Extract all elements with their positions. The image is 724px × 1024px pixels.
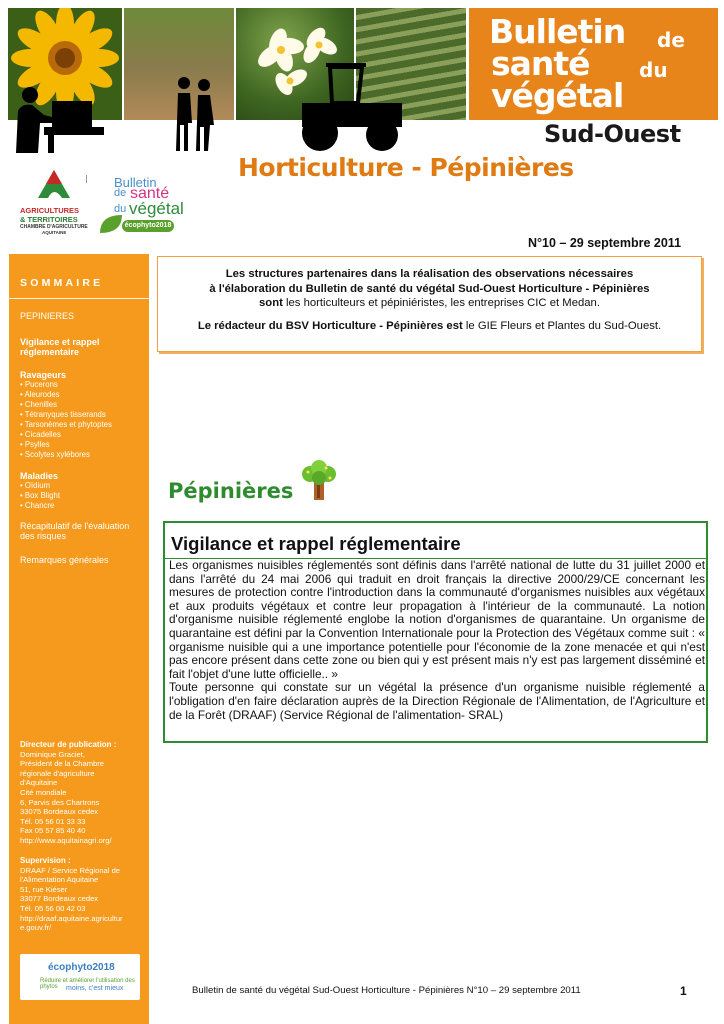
director-line: 33075 Bordeaux cedex [20, 807, 99, 817]
sidebar-item-box-blight[interactable]: • Box Blight [20, 491, 61, 500]
sidebar-item-oidium[interactable]: • Oïdium [20, 481, 51, 490]
sidebar-divider [9, 298, 149, 299]
agri-logo-line-3: CHAMBRE D'AGRICULTURE [20, 224, 88, 230]
supervision-website-link[interactable]: http://draaf.aquitaine.agricultur [20, 913, 123, 923]
agri-logo-line-1: AGRICULTURES [20, 206, 80, 215]
sidebar-section-maladies [20, 471, 146, 511]
vigilance-box [163, 521, 708, 743]
agriculture-logo [20, 168, 88, 238]
partners-line-3: les horticulteurs et pépiniéristes, les entreprises CIC et Medan [282, 297, 597, 309]
vigilance-title: Vigilance et rappel réglementaire [171, 533, 461, 554]
brand-line-2: santé [491, 44, 590, 83]
sidebar-item-label: réglementaire [20, 347, 80, 357]
ecophyto-badge: écophyto2018 [122, 220, 174, 232]
bsv-logo-line-1: Bulletin [114, 175, 157, 190]
brand-line-1-small: de [657, 28, 685, 52]
director-line: Tél. 05 56 01 33 33 [20, 816, 86, 826]
vigilance-paragraph-2: Toute personne qui constate sur un végétal la présence d'un organisme nuisible réglementé a l'obligation d'en faire déclaration auprès de la Direction Régionale de l'Alimentation, de l'Agriculture et de la Forêt (DRAAF) (Service Régional de l'alimentation- SRAL) [169, 680, 705, 722]
bsv-logo [98, 175, 184, 240]
supervision-line: Tél. 05 56 00 42 03 [20, 903, 86, 913]
header-banner [8, 8, 718, 148]
editor-label: Le rédacteur du BSV Horticulture - Pépinières est [197, 319, 463, 332]
supervision-line: l'Alimentation Aquitaine [20, 875, 99, 885]
brand-box [469, 8, 718, 120]
supervision-line: 33077 Bordeaux cedex [20, 894, 99, 904]
sidebar-item-label: PEPINIERES [20, 311, 75, 321]
director-line: Président de la Chambre [20, 759, 104, 769]
silhouettes-icon [8, 63, 468, 153]
pepinieres-heading: Pépinières [168, 479, 294, 503]
sidebar-item-pucerons[interactable]: • Pucerons [20, 380, 58, 389]
partners-line-3-end: . [596, 297, 600, 309]
sidebar-item-chenilles[interactable]: • Chenilles [20, 400, 57, 409]
sidebar-item-recap[interactable] [20, 521, 146, 541]
partners-line-3-bold: sont [259, 297, 283, 309]
director-info [20, 740, 146, 846]
tree-icon [300, 460, 338, 502]
logo-divider [86, 175, 87, 183]
director-line: 6, Parvis des Chartrons [20, 797, 100, 807]
bsv-logo-line-2b: santé [130, 185, 170, 202]
sidebar-item-cicadelles[interactable]: • Cicadelles [20, 430, 61, 439]
ecophyto-card-title: écophyto2018 [48, 962, 115, 973]
sidebar-section-heading[interactable]: Maladies [20, 471, 59, 481]
sidebar-item-remarques[interactable] [20, 555, 146, 565]
sidebar-item-label: Remarques générales [20, 555, 109, 565]
region-title: Sud-Ouest [544, 120, 681, 148]
supervision-info [20, 856, 146, 933]
sidebar-item-vigilance[interactable] [20, 337, 146, 357]
sidebar-section-heading[interactable]: Ravageurs [20, 370, 67, 380]
supervision-line: DRAAF / Service Régional de [20, 865, 121, 875]
issue-date: – 29 septembre 2011 [555, 236, 682, 250]
sidebar-item-tarsonemes[interactable]: • Tarsonèmes et phytoptes [20, 420, 112, 429]
sidebar-item-chancre[interactable]: • Chancre [20, 501, 55, 510]
agri-logo-line-2: & TERRITOIRES [20, 215, 78, 224]
supervision-line: 51, rue Kiéser [20, 884, 68, 894]
sidebar-item-label: des risques [20, 531, 67, 541]
bsv-logo-line-3a: du [114, 203, 127, 215]
sidebar-item-psylles[interactable]: • Psylles [20, 440, 50, 449]
editor-name: le GIE Fleurs et Plantes du Sud-Ouest. [462, 319, 662, 332]
sidebar-item-scolytes[interactable]: • Scolytes xylébores [20, 450, 90, 459]
bsv-logo-line-3b: végétal [129, 199, 184, 218]
partners-line-2: à l'élaboration du Bulletin de santé du végétal Sud-Ouest Horticulture - Pépinières [209, 282, 650, 295]
partners-box [157, 256, 702, 352]
director-line: d'Aquitaine [20, 778, 58, 788]
ecophyto-card [20, 954, 140, 1000]
ecophyto-card-subtitle: Réduire et améliorer l'utilisation des phytos [40, 978, 135, 990]
director-line: Cité mondiale [20, 787, 67, 797]
issue-number [528, 236, 681, 250]
director-heading: Directeur de publication : [20, 740, 117, 749]
brand-line-3: végétal [491, 76, 624, 115]
sidebar [9, 254, 149, 1024]
leaf-icon [98, 213, 124, 235]
director-line: Fax 05 57 85 40 40 [20, 826, 86, 836]
brand-line-2-small: du [639, 58, 668, 82]
sidebar-sommaire-heading: SOMMAIRE [20, 277, 104, 289]
section-title: Horticulture - Pépinières [238, 153, 574, 182]
issue-number-value: N°10 [528, 236, 556, 250]
bsv-logo-line-2a: de [114, 187, 127, 199]
page-footer: Bulletin de santé du végétal Sud-Ouest Horticulture - Pépinières N°10 – 29 septembre 2011 [192, 985, 581, 996]
vigilance-paragraph-1: Les organismes nuisibles réglementés sont définis dans l'arrêté national de lutte du 31 juillet 2000 et dans l'arrêté du 24 mai 2006 qui traduit en droit français la directive 2000/29/CE concernant les mesures de protection contre l'introduction dans la communauté d'organismes nuisibles aux végétaux et aux produits végétaux et contre leur propagation à l'intérieur de la communauté. La notion d'organisme nuisible réglementé englobe la notion d'organismes de quarantaine. Un organisme de quarantaine est défini par la Convention Internationale pour la Protection des Végétaux comme suit : « organisme nuisible qui a une importance potentielle pour l'économie de la zone menacée et qui n'est pas encore présent dans cette zone ou bien qui y est présent mais n'y est pas largement disséminé et fait l'objet d'une lutte officielle.. » [169, 558, 705, 681]
sidebar-item-tetranyques[interactable]: • Tétranyques tisserands [20, 410, 106, 419]
brand-line-1: Bulletin [489, 12, 626, 51]
page-number: 1 [680, 984, 687, 998]
director-website-link[interactable]: http://www.aquitainagri.org/ [20, 835, 112, 845]
partners-line-1: Les structures partenaires dans la réalisation des observations nécessaires [225, 268, 634, 280]
ecophyto-card-slogan: moins, c'est mieux [66, 985, 124, 992]
agriculture-logo-icon [34, 168, 74, 204]
supervision-heading: Supervision : [20, 856, 71, 865]
director-line: régionale d'agriculture [20, 768, 95, 778]
sidebar-item-label: Vigilance et rappel [20, 337, 100, 347]
supervision-website-link[interactable]: e.gouv.fr/ [20, 923, 52, 933]
sidebar-item-label: Récapitulatif de l'évaluation [20, 521, 130, 531]
agri-logo-line-4: AQUITAINE [42, 230, 67, 235]
vigilance-body [169, 559, 705, 722]
sidebar-section-ravageurs [20, 370, 146, 460]
director-line: Dominique Graciet, [20, 749, 85, 759]
sidebar-item-pepinieres[interactable] [20, 311, 146, 321]
sidebar-item-aleurodes[interactable]: • Aleurodes [20, 390, 60, 399]
